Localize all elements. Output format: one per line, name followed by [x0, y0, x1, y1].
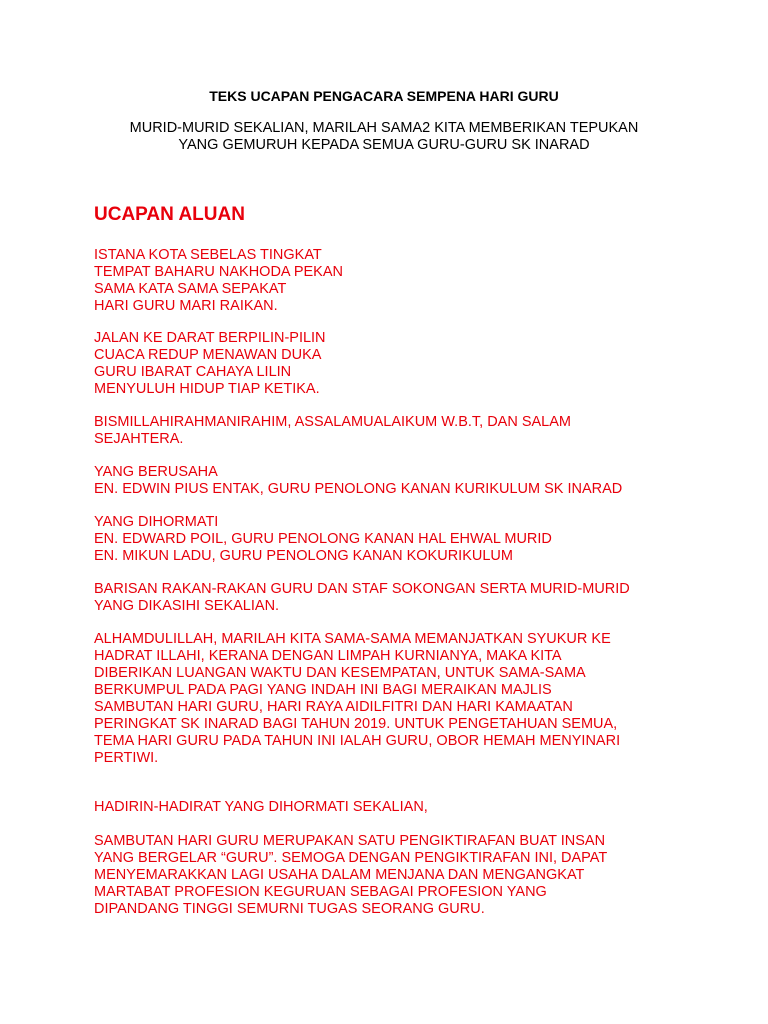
yang-berusaha-paragraph	[94, 464, 694, 498]
paragraph-line: BERKUMPUL PADA PAGI YANG INDAH INI BAGI MERAIKAN MAJLIS	[94, 682, 552, 698]
paragraph-line: CUACA REDUP MENAWAN DUKA	[94, 347, 322, 363]
paragraph-line: MENYULUH HIDUP TIAP KETIKA.	[94, 381, 320, 397]
paragraph-line: ISTANA KOTA SEBELAS TINGKAT	[94, 247, 322, 263]
intro-line: YANG GEMURUH KEPADA SEMUA GURU-GURU SK INARAD	[178, 137, 590, 153]
paragraph-line: SAMA KATA SAMA SEPAKAT	[94, 281, 287, 297]
paragraph-line: PERINGKAT SK INARAD BAGI TAHUN 2019. UNTUK PENGETAHUAN SEMUA,	[94, 716, 618, 732]
paragraph-line: TEMPAT BAHARU NAKHODA PEKAN	[94, 264, 343, 280]
paragraph-line: HADRAT ILLAHI, KERANA DENGAN LIMPAH KURNIANYA, MAKA KITA	[94, 648, 562, 664]
paragraph-line: YANG BERUSAHA	[94, 464, 218, 480]
barisan-rakan-paragraph	[94, 581, 694, 615]
paragraph-line: SAMBUTAN HARI GURU, HARI RAYA AIDILFITRI DAN HARI KAMAATAN	[94, 699, 573, 715]
intro-paragraph	[0, 120, 768, 154]
document-title: TEKS UCAPAN PENGACARA SEMPENA HARI GURU	[209, 88, 559, 104]
paragraph-line: DIBERIKAN LUANGAN WAKTU DAN KESEMPATAN, UNTUK SAMA-SAMA	[94, 665, 586, 681]
paragraph-line: TEMA HARI GURU PADA TAHUN INI IALAH GURU, OBOR HEMAH MENYINARI	[94, 733, 621, 749]
paragraph-line: JALAN KE DARAT BERPILIN-PILIN	[94, 330, 326, 346]
paragraph-line: SAMBUTAN HARI GURU MERUPAKAN SATU PENGIKTIRAFAN BUAT INSAN	[94, 833, 606, 849]
alhamdulillah-paragraph	[94, 631, 694, 767]
paragraph-line: MARTABAT PROFESION KEGURUAN SEBAGAI PROFESION YANG	[94, 884, 547, 900]
intro-line: MURID-MURID SEKALIAN, MARILAH SAMA2 KITA MEMBERIKAN TEPUKAN	[129, 120, 639, 136]
paragraph-line: BISMILLAHIRAHMANIRAHIM, ASSALAMUALAIKUM W.B.T, DAN SALAM	[94, 414, 571, 430]
paragraph-line: DIPANDANG TINGGI SEMURNI TUGAS SEORANG GURU.	[94, 901, 485, 917]
pantun-1-paragraph	[94, 247, 694, 315]
paragraph-line: YANG BERGELAR “GURU”. SEMOGA DENGAN PENGIKTIRAFAN INI, DAPAT	[94, 850, 608, 866]
paragraph-line: BARISAN RAKAN-RAKAN GURU DAN STAF SOKONGAN SERTA MURID-MURID	[94, 581, 630, 597]
paragraph-line: HADIRIN-HADIRAT YANG DIHORMATI SEKALIAN,	[94, 799, 428, 815]
pantun-2-paragraph	[94, 330, 694, 398]
paragraph-line: EN. EDWIN PIUS ENTAK, GURU PENOLONG KANAN KURIKULUM SK INARAD	[94, 481, 623, 497]
yang-dihormati-paragraph	[94, 514, 694, 565]
paragraph-line: SEJAHTERA.	[94, 431, 184, 447]
paragraph-line: YANG DIHORMATI	[94, 514, 219, 530]
hadirin-paragraph	[94, 799, 694, 816]
paragraph-line: YANG DIKASIHI SEKALIAN.	[94, 598, 280, 614]
paragraph-line: HARI GURU MARI RAIKAN.	[94, 298, 278, 314]
paragraph-line: GURU IBARAT CAHAYA LILIN	[94, 364, 292, 380]
paragraph-line: EN. EDWARD POIL, GURU PENOLONG KANAN HAL EHWAL MURID	[94, 531, 552, 547]
paragraph-line: PERTIWI.	[94, 750, 159, 766]
paragraph-line: MENYEMARAKKAN LAGI USAHA DALAM MENJANA DAN MENGANGKAT	[94, 867, 585, 883]
paragraph-line: ALHAMDULILLAH, MARILAH KITA SAMA-SAMA MEMANJATKAN SYUKUR KE	[94, 631, 611, 647]
section-heading: UCAPAN ALUAN	[94, 204, 245, 225]
sambutan-paragraph	[94, 833, 694, 918]
greeting-paragraph	[94, 414, 694, 448]
paragraph-line: EN. MIKUN LADU, GURU PENOLONG KANAN KOKURIKULUM	[94, 548, 513, 564]
